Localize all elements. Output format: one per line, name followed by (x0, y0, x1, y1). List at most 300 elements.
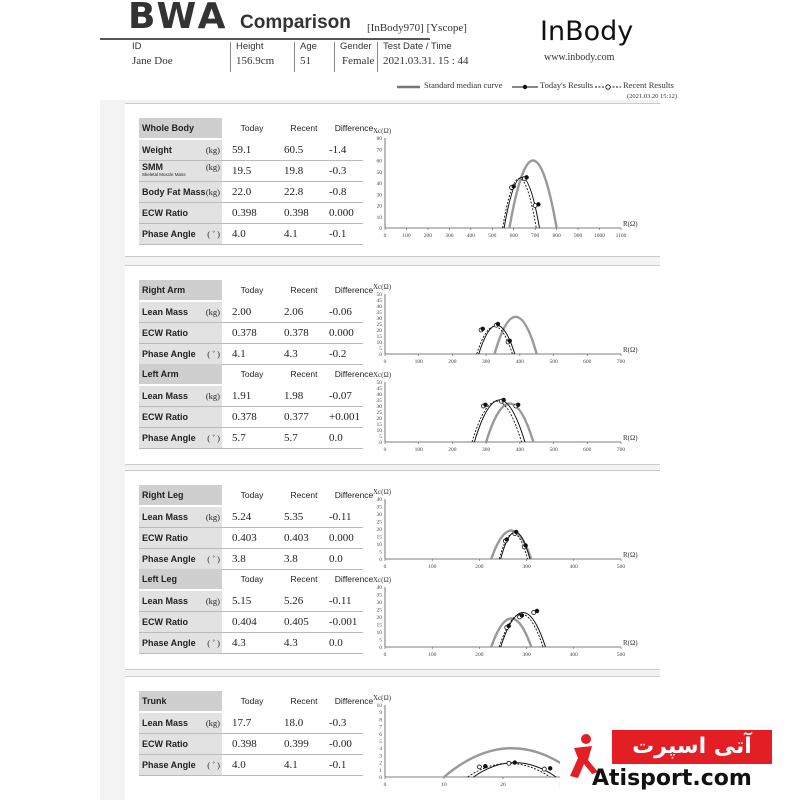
row-unit: ( ˚ ) (207, 433, 220, 443)
panel-legs (125, 470, 660, 670)
row-unit: (kg) (205, 718, 220, 728)
col-recent: Recent (290, 490, 318, 500)
col-today: Today (240, 574, 264, 584)
recent-point (542, 767, 546, 771)
value-difference: -0.11 (329, 511, 352, 523)
value-today: 5.7 (232, 432, 246, 444)
y-tick-label: 8 (379, 717, 382, 724)
median-curve (509, 161, 556, 229)
y-tick-label: 10 (376, 630, 382, 636)
y-tick-label: 10 (376, 214, 382, 221)
y-tick-label: 10 (376, 703, 382, 709)
value-recent: 4.3 (284, 348, 298, 360)
row-label: ECW Ratio (142, 617, 188, 627)
legend-recent-date: (2021.03.20 15:12) (627, 93, 678, 100)
table-row (139, 323, 363, 344)
x-tick-label: 600 (583, 359, 592, 365)
x-tick-label: 400 (515, 447, 524, 453)
divider (377, 42, 378, 72)
col-today: Today (240, 369, 264, 379)
x-tick-label: 0 (383, 447, 387, 453)
legend-today: Today's Results (540, 80, 594, 90)
value-recent: 4.3 (284, 637, 298, 649)
row-label-cell (139, 386, 222, 406)
table-row (139, 224, 363, 245)
x-tick-label: 500 (549, 359, 558, 365)
x-tick-label: 400 (466, 233, 475, 239)
x-axis-label: R(Ω) (623, 220, 638, 228)
table-row (139, 528, 363, 549)
value-recent: 0.378 (284, 327, 309, 339)
y-axis-label: Xc(Ω) (373, 127, 392, 135)
watermark-url: Atisport.com (592, 766, 752, 791)
x-tick-label: 400 (515, 359, 524, 365)
today-point (508, 339, 512, 343)
value-recent: 5.26 (284, 595, 304, 607)
row-label-cell (139, 407, 222, 427)
y-tick-label: 7 (379, 724, 382, 731)
today-point (501, 398, 505, 402)
watermark-persian: آتی اسپرت (612, 730, 772, 764)
x-tick-label: 700 (616, 447, 626, 453)
value-difference: 0.0 (329, 637, 343, 649)
y-tick-label: 5 (379, 346, 382, 352)
y-tick-label: 35 (376, 504, 382, 511)
row-unit: ( ˚ ) (207, 760, 220, 770)
row-label-cell (139, 302, 222, 322)
y-tick-label: 0 (379, 440, 382, 446)
col-recent: Recent (290, 696, 318, 706)
row-label: Lean Mass (142, 596, 189, 606)
row-unit: ( ˚ ) (207, 349, 220, 359)
row-label-cell (139, 323, 222, 343)
col-difference: Difference (334, 490, 374, 500)
gender-value: Female (342, 55, 375, 67)
row-label-cell (139, 549, 222, 569)
col-recent: Recent (290, 574, 318, 584)
x-tick-label: 100 (414, 447, 423, 453)
y-tick-label: 4 (379, 746, 382, 753)
row-label: SMM (142, 162, 163, 172)
value-today: 2.00 (232, 306, 252, 318)
y-tick-label: 20 (376, 527, 382, 533)
value-today: 0.378 (232, 411, 257, 423)
row-label-cell (139, 224, 222, 244)
x-tick-label: 100 (428, 564, 437, 570)
x-tick-label: 200 (475, 652, 484, 658)
value-recent: 0.377 (284, 411, 309, 423)
y-tick-label: 30 (376, 512, 382, 518)
col-today: Today (240, 285, 264, 295)
value-recent: 0.403 (284, 532, 309, 544)
today-point (516, 403, 520, 407)
value-today: 0.403 (232, 532, 257, 544)
row-label-cell (139, 633, 222, 653)
x-tick-label: 10 (441, 782, 447, 788)
y-tick-label: 30 (376, 192, 382, 199)
today-point (523, 543, 527, 547)
y-tick-label: 15 (376, 534, 382, 541)
section-title: Whole Body (139, 118, 222, 138)
y-tick-label: 45 (376, 298, 382, 304)
row-label-cell (139, 612, 222, 632)
table-row (139, 161, 363, 182)
x-tick-label: 600 (509, 233, 518, 239)
legend-median: Standard median curve (424, 80, 503, 90)
col-recent: Recent (290, 369, 318, 379)
value-recent: 1.98 (284, 390, 304, 402)
value-difference: -0.2 (329, 348, 347, 360)
y-tick-label: 45 (376, 386, 382, 392)
y-axis-label: Xc(Ω) (373, 488, 392, 496)
x-tick-label: 300 (445, 233, 454, 239)
value-recent: 5.7 (284, 432, 298, 444)
row-label: ECW Ratio (142, 412, 188, 422)
y-tick-label: 9 (379, 710, 382, 717)
value-today: 4.0 (232, 228, 246, 240)
value-today: 5.15 (232, 595, 252, 607)
report-header (100, 0, 660, 80)
value-today: 19.5 (232, 165, 252, 177)
y-tick-label: 40 (376, 304, 382, 310)
x-axis-label: R(Ω) (623, 346, 638, 354)
value-recent: 0.398 (284, 207, 309, 219)
row-label: Phase Angle (142, 554, 196, 564)
table-header-row (139, 280, 374, 302)
x-tick-label: 100 (402, 233, 411, 239)
col-difference: Difference (334, 123, 374, 133)
recent-curve (499, 614, 543, 647)
chart-left-arm (373, 366, 643, 454)
date-value: 2021.03.31. 15 : 44 (383, 55, 469, 67)
table-left-leg (139, 569, 374, 654)
x-tick-label: 500 (488, 233, 497, 239)
value-difference: -0.06 (329, 306, 352, 318)
col-recent: Recent (290, 123, 318, 133)
value-difference: -0.07 (329, 390, 352, 402)
chart-left-leg (373, 571, 643, 659)
col-difference: Difference (334, 369, 374, 379)
height-label: Height (236, 41, 264, 52)
report-title: Comparison (240, 12, 351, 33)
row-unit: (kg) (205, 391, 220, 401)
divider (294, 42, 295, 72)
table-header-row (139, 485, 374, 507)
today-point (505, 537, 509, 541)
x-tick-label: 500 (616, 652, 626, 658)
row-divider (139, 653, 363, 654)
today-point (481, 327, 485, 331)
y-tick-label: 80 (376, 136, 382, 142)
value-difference: 0.0 (329, 553, 343, 565)
y-tick-label: 40 (376, 585, 382, 591)
section-title: Trunk (139, 691, 222, 711)
y-tick-label: 30 (376, 404, 382, 410)
value-today: 0.378 (232, 327, 257, 339)
y-tick-label: 20 (376, 615, 382, 621)
row-label-cell (139, 734, 222, 754)
y-tick-label: 0 (379, 775, 382, 781)
row-label-cell (139, 755, 222, 775)
y-tick-label: 15 (376, 622, 382, 629)
row-label-cell (139, 140, 222, 160)
table-row (139, 591, 363, 612)
table-header-row (139, 364, 374, 386)
value-recent: 3.8 (284, 553, 298, 565)
age-value: 51 (300, 55, 311, 67)
y-tick-label: 40 (376, 497, 382, 503)
table-row (139, 612, 363, 633)
chart-right-arm (373, 278, 643, 366)
y-tick-label: 20 (376, 416, 382, 422)
info-height (236, 41, 275, 67)
y-axis-label: Xc(Ω) (373, 694, 392, 702)
x-tick-label: 400 (569, 564, 578, 570)
value-today: 0.404 (232, 616, 257, 628)
row-divider (139, 244, 363, 245)
table-row (139, 386, 363, 407)
row-label-cell (139, 344, 222, 364)
row-label: ECW Ratio (142, 208, 188, 218)
col-today: Today (240, 123, 264, 133)
y-tick-label: 25 (376, 519, 382, 526)
value-difference: +0.001 (329, 411, 360, 423)
today-point (514, 530, 518, 534)
info-gender (340, 41, 375, 67)
table-right-arm (139, 280, 374, 365)
value-difference: 0.000 (329, 327, 354, 339)
value-recent: 2.06 (284, 306, 304, 318)
y-tick-label: 5 (379, 739, 382, 745)
row-unit: (kg) (205, 512, 220, 522)
x-tick-label: 1000 (594, 233, 606, 239)
row-label: Phase Angle (142, 433, 196, 443)
row-label-cell (139, 591, 222, 611)
legend-recent: Recent Results (623, 80, 674, 90)
table-row (139, 734, 363, 755)
table-row (139, 755, 363, 776)
section-title: Left Arm (139, 364, 222, 384)
y-axis-label: Xc(Ω) (373, 283, 392, 291)
today-point (483, 764, 487, 768)
table-row (139, 507, 363, 528)
row-label: Phase Angle (142, 229, 196, 239)
row-unit: (kg) (205, 145, 220, 155)
today-point (535, 609, 539, 613)
y-tick-label: 35 (376, 592, 382, 599)
panel-arms (125, 265, 660, 465)
value-difference: -0.3 (329, 717, 347, 729)
brand-url: www.inbody.com (544, 52, 615, 63)
chart-right-leg (373, 483, 643, 571)
y-tick-label: 25 (376, 410, 382, 416)
row-label: ECW Ratio (142, 328, 188, 338)
row-label: Lean Mass (142, 391, 189, 401)
row-divider (139, 775, 363, 776)
table-row (139, 428, 363, 449)
value-difference: -0.001 (329, 616, 358, 628)
value-difference: -0.8 (329, 186, 347, 198)
id-value: Jane Doe (132, 55, 173, 67)
row-label: Lean Mass (142, 307, 189, 317)
row-label: Phase Angle (142, 760, 196, 770)
id-label: ID (132, 41, 142, 52)
x-tick-label: 800 (552, 233, 561, 239)
y-tick-label: 25 (376, 607, 382, 614)
recent-point (477, 765, 481, 769)
table-row (139, 633, 363, 654)
recent-point (507, 761, 511, 765)
header-rule (100, 38, 430, 40)
value-today: 4.3 (232, 637, 246, 649)
value-difference: -0.11 (329, 595, 352, 607)
value-difference: 0.000 (329, 207, 354, 219)
x-tick-label: 0 (383, 359, 387, 365)
x-tick-label: 0 (383, 564, 387, 570)
x-tick-label: 500 (616, 564, 626, 570)
table-row (139, 549, 363, 570)
y-tick-label: 15 (376, 334, 382, 340)
y-axis-label: Xc(Ω) (373, 371, 392, 379)
x-tick-label: 0 (383, 233, 387, 239)
x-tick-label: 300 (482, 447, 491, 453)
y-tick-label: 10 (376, 542, 382, 548)
device-model: [InBody970] [Yscope] (367, 22, 467, 34)
y-tick-label: 20 (376, 328, 382, 334)
table-header-row (139, 691, 374, 713)
x-tick-label: 100 (428, 652, 437, 658)
y-axis-label: Xc(Ω) (373, 576, 392, 584)
row-label-cell (139, 428, 222, 448)
median-curve (486, 404, 533, 442)
value-today: 4.1 (232, 348, 246, 360)
table-row (139, 302, 363, 323)
table-trunk (139, 691, 374, 776)
row-unit: ( ˚ ) (207, 554, 220, 564)
x-tick-label: 300 (522, 652, 531, 658)
col-today: Today (240, 490, 264, 500)
today-point (524, 175, 528, 179)
table-header-row (139, 118, 374, 140)
row-label: Phase Angle (142, 349, 196, 359)
today-point (513, 760, 517, 764)
value-today: 59.1 (232, 144, 252, 156)
x-tick-label: 600 (583, 447, 592, 453)
table-whole-body (139, 118, 374, 245)
value-difference: -0.1 (329, 228, 347, 240)
row-label: Lean Mass (142, 512, 189, 522)
row-label: Weight (142, 145, 172, 155)
value-difference: 0.000 (329, 532, 354, 544)
row-divider (139, 448, 363, 449)
x-tick-label: 700 (531, 233, 540, 239)
value-difference: -0.1 (329, 759, 347, 771)
value-recent: 0.405 (284, 616, 309, 628)
today-point (483, 403, 487, 407)
x-axis-label: R(Ω) (623, 434, 638, 442)
row-unit: ( ˚ ) (207, 229, 220, 239)
x-tick-label: 100 (414, 359, 423, 365)
table-row (139, 407, 363, 428)
x-tick-label: 300 (522, 564, 531, 570)
row-label: Lean Mass (142, 718, 189, 728)
y-tick-label: 70 (376, 147, 382, 154)
value-difference: -0.00 (329, 738, 352, 750)
x-tick-label: 500 (549, 447, 558, 453)
row-unit: (kg) (205, 162, 220, 172)
today-point (548, 766, 552, 770)
x-tick-label: 0 (383, 782, 387, 788)
y-tick-label: 50 (376, 380, 382, 386)
col-difference: Difference (334, 285, 374, 295)
table-row (139, 713, 363, 734)
value-today: 1.91 (232, 390, 252, 402)
gender-label: Gender (340, 41, 372, 52)
x-tick-label: 20 (500, 782, 506, 788)
bwa-logo: BWA (128, 0, 229, 37)
value-recent: 19.8 (284, 165, 304, 177)
row-label: ECW Ratio (142, 533, 188, 543)
x-tick-label: 200 (423, 233, 433, 239)
table-row (139, 203, 363, 224)
table-right-leg (139, 485, 374, 570)
y-tick-label: 6 (379, 731, 382, 738)
panel-whole-body (125, 103, 660, 257)
date-label: Test Date / Time (383, 41, 452, 52)
value-recent: 5.35 (284, 511, 304, 523)
y-tick-label: 25 (376, 322, 382, 328)
y-tick-label: 50 (376, 292, 382, 298)
y-tick-label: 0 (379, 352, 382, 358)
value-today: 17.7 (232, 717, 252, 729)
info-age (300, 41, 317, 67)
today-point (512, 184, 516, 188)
section-title: Left Leg (139, 569, 222, 589)
row-label: Phase Angle (142, 638, 196, 648)
y-tick-label: 3 (379, 753, 382, 760)
inbody-logo: InBody (540, 16, 634, 47)
value-recent: 4.1 (284, 228, 298, 240)
col-today: Today (240, 696, 264, 706)
value-difference: -1.4 (329, 144, 347, 156)
table-row (139, 344, 363, 365)
row-label-cell (139, 203, 222, 223)
y-tick-label: 0 (379, 226, 382, 232)
median-curve (495, 317, 537, 354)
value-recent: 22.8 (284, 186, 304, 198)
y-tick-label: 2 (379, 760, 382, 767)
height-value: 156.9cm (236, 55, 275, 67)
y-tick-label: 1 (379, 767, 382, 774)
value-today: 4.0 (232, 759, 246, 771)
table-row (139, 182, 363, 203)
value-recent: 0.399 (284, 738, 309, 750)
y-tick-label: 35 (376, 310, 382, 316)
x-tick-label: 200 (475, 564, 484, 570)
today-point (506, 624, 510, 628)
row-label-cell (139, 182, 222, 202)
section-title: Right Arm (139, 280, 222, 300)
y-tick-label: 0 (379, 645, 382, 651)
y-tick-label: 20 (376, 203, 382, 210)
row-sublabel: Skeletal Muscle Mass (142, 172, 186, 177)
y-tick-label: 10 (376, 428, 382, 434)
value-today: 0.398 (232, 207, 257, 219)
y-tick-label: 10 (376, 340, 382, 346)
value-today: 0.398 (232, 738, 257, 750)
y-tick-label: 30 (376, 600, 382, 606)
value-today: 3.8 (232, 553, 246, 565)
